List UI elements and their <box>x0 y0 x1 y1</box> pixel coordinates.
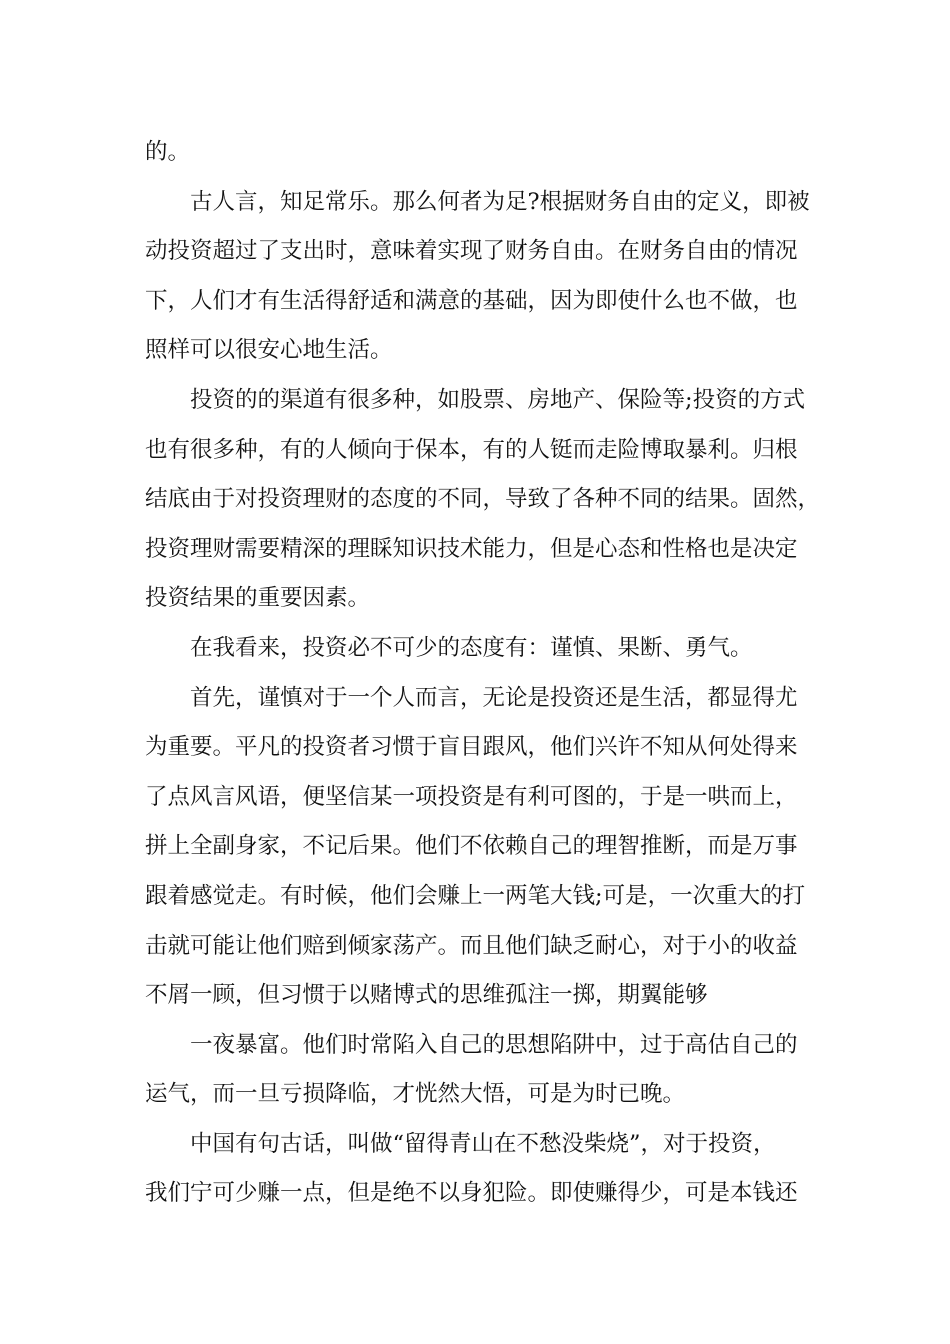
text-line: 中国有句古话，叫做“留得青山在不愁没柴烧”，对于投资， <box>190 1130 776 1157</box>
text-line: 也有很多种，有的人倾向于保本，有的人铤而走险博取暴利。归根 <box>145 436 798 463</box>
text-line: 结底由于对投资理财的态度的不同，导致了各种不同的结果。固然， <box>145 486 821 513</box>
text-line: 拼上全副身家，不记后果。他们不依赖自己的理智推断，而是万事 <box>145 833 798 860</box>
text-line: 了点风言风语，便坚信某一项投资是有利可图的，于是一哄而上， <box>145 783 798 810</box>
text-line: 投资结果的重要因素。 <box>145 585 371 612</box>
text-line: 古人言，知足常乐。那么何者为足?根据财务自由的定义，即被 <box>190 188 810 215</box>
text-line: 投资的的渠道有很多种，如股票、房地产、保险等;投资的方式 <box>190 386 806 413</box>
text-line: 的。 <box>145 139 191 165</box>
text-line: 照样可以很安心地生活。 <box>145 337 393 364</box>
text-line: 动投资超过了支出时，意味着实现了财务自由。在财务自由的情况 <box>145 238 798 265</box>
text-line: 不屑一顾，但习惯于以赌博式的思维孤注一掷，期翼能够 <box>145 982 708 1009</box>
text-line: 跟着感觉走。有时候，他们会赚上一两笔大钱;可是，一次重大的打 <box>145 882 806 909</box>
text-line: 为重要。平凡的投资者习惯于盲目跟风，他们兴许不知从何处得来 <box>145 734 798 761</box>
text-line: 一夜暴富。他们时常陷入自己的思想陷阱中，过于高估自己的 <box>190 1031 798 1058</box>
text-line: 在我看来，投资必不可少的态度有：谨慎、果断、勇气。 <box>190 634 753 661</box>
text-line: 下，人们才有生活得舒适和满意的基础，因为即使什么也不做，也 <box>145 287 798 314</box>
document-body <box>145 128 835 1219</box>
text-line: 我们宁可少赚一点，但是绝不以身犯险。即使赚得少，可是本钱还 <box>145 1180 798 1207</box>
text-line: 投资理财需要精深的理睬知识技术能力，但是心态和性格也是决定 <box>145 535 798 562</box>
text-line: 运气，而一旦亏损降临，才恍然大悟，可是为时已晚。 <box>145 1081 686 1108</box>
text-line: 首先，谨慎对于一个人而言，无论是投资还是生活，都显得尤 <box>190 684 798 711</box>
text-line: 击就可能让他们赔到倾家荡产。而且他们缺乏耐心，对于小的收益 <box>145 932 798 959</box>
